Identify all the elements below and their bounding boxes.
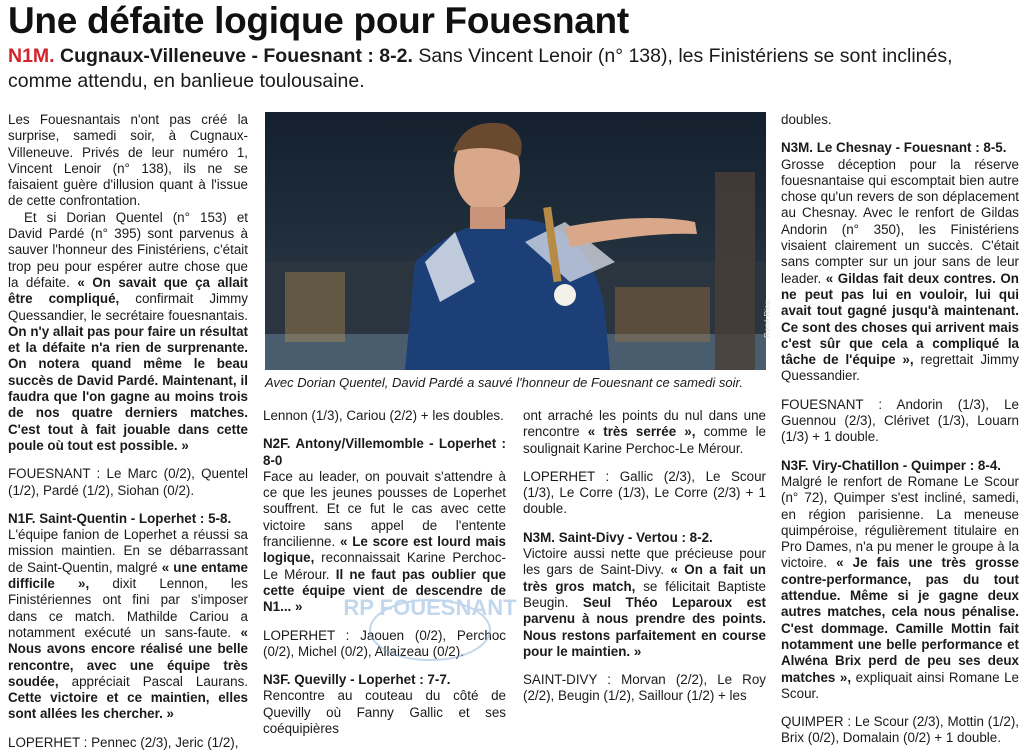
score-line: [8, 466, 248, 499]
team-name: LOPERHET :: [263, 627, 350, 643]
text: se félicitait Baptiste Beugin.: [523, 578, 766, 610]
text: Grosse déception pour la réserve fouesnantaise qui escomptait bien autre chose qu'un revers de son déplacement au Chesnay. Avec le renfort de Gildas Andorin (n° 350), les Finistériens visaient clairement un succès. C'était sans compter sur un jour sans de leur leader.: [781, 156, 1019, 286]
text: Face au leader, on pouvait s'attendre à ce que les jeunes pousses de Loperhet souffrent. Et ce fut le cas avec cette victoire sans appel de l'entente francilienne.: [263, 468, 506, 550]
team-name: FOUESNANT :: [781, 396, 883, 412]
match-title: N1F. Saint-Quentin - Loperhet : 5-8.: [8, 510, 232, 526]
paragraph: [781, 157, 1019, 385]
team-name: SAINT-DIVY :: [523, 672, 611, 688]
text: reconnaissait Karine Perchoc-Le Mérour.: [263, 550, 506, 582]
deck-section-label: N1M.: [8, 45, 55, 67]
paragraph: [781, 474, 1019, 702]
score-text: Le Scour (2/3), Mottin (1/2), Brix (0/2), Domalain (0/2) + 1 double.: [781, 714, 1019, 746]
quote: « Je fais une très grosse contre-performance, pas du tout attendue. Même si je gagne deux autres matches, cela nous pénalise. C'est dommage. Camille Mottin fait notamment une belle performance et Alwéna Brix perd de peu ses deux matches »,: [781, 555, 1019, 685]
score-line: [781, 397, 1019, 446]
paragraph: Les Fouesnantais n'ont pas créé la surprise, samedi soir, à Cugnaux-Villeneuve. Privés de leur numéro 1, Vincent Lenoir (n° 138), ils ne se faisaient guère d'illusion quant à l'issue de cette confrontation.: [8, 112, 248, 209]
text: dixit Lennon, les Finistériennes ont fini par s'imposer dans ce match. Mathilde Cariou a notamment exécuté un sans-faute.: [8, 576, 248, 640]
quote: Seul Théo Leparoux est parvenu à nous prendre des points. Nous restons parfaitement en course pour le maintien. »: [523, 594, 766, 659]
paragraph: doubles.: [781, 112, 832, 127]
text: Malgré le renfort de Romane Le Scour (n° 72), Quimper s'est incliné, samedi, en région parisienne. La meneuse quimpéroise, régulièrement titulaire en Pro Dames, n'a pu mener le groupe à la victoire.: [781, 473, 1019, 571]
score-line: [523, 469, 766, 518]
match-title: N3M. Le Chesnay - Fouesnant : 8-5.: [781, 140, 1007, 156]
quote: « Nous avons encore réalisé une belle rencontre, avec une équipe très soudée,: [8, 624, 248, 689]
text: L'équipe fanion de Loperhet a réussi sa mission maintien. En se débarrassant de Saint-Quentin, malgré: [8, 527, 248, 575]
team-name: QUIMPER :: [781, 714, 852, 730]
quote: « une entame difficile »,: [8, 559, 248, 592]
quote: « Gildas fait deux contres. On ne peut pas lui en vouloir, lui qui avait tout gagné jusqu'à maintenant. Ce sont des choses qui arrivent mais c'est sûr que cela a compliqué la tâche de l'équipe »,: [781, 270, 1019, 368]
score-text: Pennec (2/3), Jeric (1/2),: [91, 734, 239, 750]
score-text: Andorin (1/3), Le Guennou (2/3), Clérivet (1/3), Louarn (1/3) + 1 double.: [781, 396, 1020, 445]
text: appréciait Pascal Laurans.: [71, 673, 248, 689]
quote: « On a fait un très gros match,: [523, 562, 766, 594]
watermark-logo: [340, 585, 520, 665]
quote: « Le score est lourd mais logique,: [263, 534, 506, 566]
text: regrettait Jimmy Quessandier.: [781, 352, 1019, 384]
text: Et si Dorian Quentel (n° 153) et David Pardé (n° 395) sont parvenus à sauver l'honneur des Finistériens, c'était trop peu pour espérer autre chose que la défaite.: [8, 209, 248, 290]
text: Victoire aussi nette que précieuse pour les gars de Saint-Divy.: [523, 546, 766, 578]
score-text: Morvan (2/2), Le Roy (2/2), Beugin (1/2), Saillour (1/2) + les: [523, 672, 766, 704]
text: expliquait ainsi Romane Le Scour.: [781, 669, 1019, 701]
deck: [8, 44, 1018, 94]
quote: On n'y allait pas pour faire un résultat et la défaite n'a rien de surprenante. On notera quand même le beau succès de David Pardé. Maintenant, il faudra que l'on gagne au moins trois de nos quatre derniers matches. C'est tout à fait jouable dans cette poule où tout est possible. »: [8, 323, 248, 453]
deck-match: Cugnaux-Villeneuve - Fouesnant : 8-2.: [60, 45, 413, 67]
match-title: N3F. Quevilly - Loperhet : 7-7.: [263, 672, 451, 688]
paragraph: [8, 210, 248, 454]
photo-illustration: [265, 112, 766, 370]
watermark-text: RP FOUESNANT: [343, 595, 517, 620]
column-2: [263, 408, 506, 737]
match-title: N3F. Viry-Chatillon - Quimper : 8-4.: [781, 457, 1001, 473]
score-line: [781, 714, 1019, 747]
paragraph: Rencontre au couteau du côté de Quevilly où Fanny Gallic et ses coéquipières: [263, 688, 506, 737]
photo: [265, 112, 772, 370]
paragraph: [523, 546, 766, 660]
score-text: Le Marc (0/2), Quentel (1/2), Pardé (1/2), Siohan (0/2).: [8, 466, 249, 498]
text: confirmait Jimmy Quessandier, le secrétaire fouesnantais.: [8, 291, 249, 323]
team-name: FOUESNANT :: [8, 466, 101, 482]
team-name: LOPERHET :: [523, 468, 610, 484]
photo-credit: René Riou: [763, 300, 772, 338]
column-3: [523, 408, 766, 705]
column-4: [781, 112, 1019, 747]
paragraph: [8, 527, 248, 723]
paragraph: [523, 408, 766, 457]
score-line: [8, 735, 248, 751]
column-1: [8, 112, 248, 751]
score-line: [523, 672, 766, 705]
photo-caption: Avec Dorian Quentel, David Pardé a sauvé l'honneur de Fouesnant ce samedi soir.: [265, 375, 743, 390]
deck-text: Sans Vincent Lenoir (n° 138), les Finistériens se sont inclinés, comme attendu, en banlieue toulousaine.: [8, 45, 953, 92]
score-text: Jaouen (0/2), Perchoc (0/2), Michel (0/2), Allaizeau (0/2).: [263, 627, 506, 659]
quote: Cette victoire et ce maintien, elles sont allées les chercher. »: [8, 690, 248, 722]
text: ont arraché les points du nul dans une rencontre: [523, 408, 766, 440]
quote: « très serrée »,: [587, 424, 696, 440]
quote: Il ne faut pas oublier que cette équipe vient de descendre de N1... »: [263, 566, 506, 615]
match-title: N3M. Saint-Divy - Vertou : 8-2.: [523, 529, 713, 545]
quote: « On savait que ça allait être compliqué,: [8, 274, 248, 307]
match-title: N2F. Antony/Villemomble - Loperhet : 8-0: [263, 436, 506, 468]
score-text: Gallic (2/3), Le Scour (1/3), Le Corre (1/3), Le Corre (2/3) + 1 double.: [523, 468, 766, 517]
team-name: LOPERHET :: [8, 734, 88, 750]
headline: Une défaite logique pour Fouesnant: [8, 0, 629, 41]
text: comme le soulignait Karine Perchoc-Le Mérour.: [523, 424, 766, 456]
paragraph: Lennon (1/3), Cariou (2/2) + les doubles.: [263, 408, 504, 423]
